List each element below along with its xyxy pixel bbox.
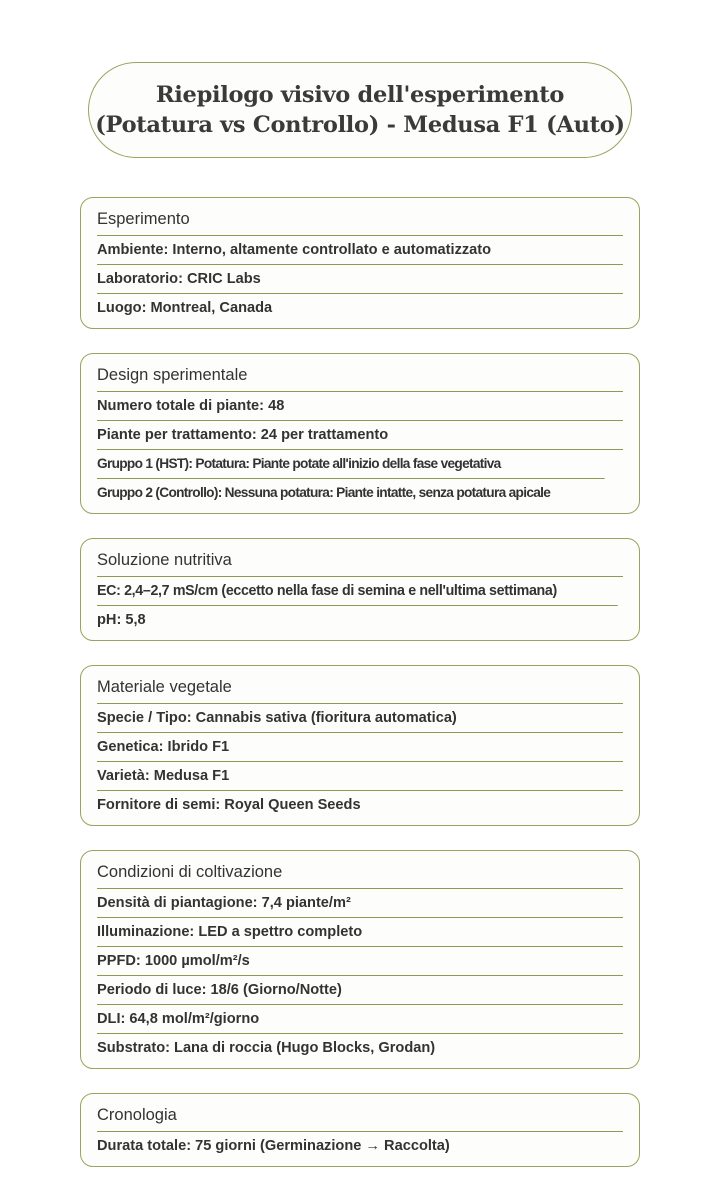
card-row: Varietà: Medusa F1 xyxy=(97,762,623,791)
card-row: Illuminazione: LED a spettro completo xyxy=(97,918,623,947)
card-row: Ambiente: Interno, altamente controllato e automatizzato xyxy=(97,236,623,265)
card-row: PPFD: 1000 µmol/m²/s xyxy=(97,947,623,976)
card-section xyxy=(80,197,640,329)
card-row: Piante per trattamento: 24 per trattamento xyxy=(97,421,623,450)
card-row: EC: 2,4–2,7 mS/cm (eccetto nella fase di semina e nell'ultima settimana) xyxy=(97,577,618,606)
card-row: Genetica: Ibrido F1 xyxy=(97,733,623,762)
card-row: pH: 5,8 xyxy=(97,612,146,628)
card-row: Gruppo 2 (Controllo): Nessuna potatura: Piante intatte, senza potatura apicale xyxy=(97,485,551,501)
page-title-line-2: (Potatura vs Controllo) - Medusa F1 (Auto) xyxy=(95,112,625,138)
page-title-line-1: Riepilogo visivo dell'esperimento xyxy=(155,82,565,108)
card-section xyxy=(80,850,640,1069)
page-title-pill xyxy=(88,62,632,158)
card-header: Design sperimentale xyxy=(97,360,623,392)
card-header: Materiale vegetale xyxy=(97,672,623,704)
card-row: Substrato: Lana di roccia (Hugo Blocks, Grodan) xyxy=(97,1040,436,1056)
card-row: Densità di piantagione: 7,4 piante/m² xyxy=(97,889,623,918)
card-header: Esperimento xyxy=(97,204,623,236)
card-section xyxy=(80,538,640,641)
card-row: Periodo di luce: 18/6 (Giorno/Notte) xyxy=(97,976,623,1005)
card-row: Luogo: Montreal, Canada xyxy=(97,300,273,316)
card-row: Specie / Tipo: Cannabis sativa (fioritura automatica) xyxy=(97,704,623,733)
card-row: Durata totale: 75 giorni (Germinazione → Raccolta) xyxy=(97,1138,450,1154)
card-row: Gruppo 1 (HST): Potatura: Piante potate all'inizio della fase vegetativa xyxy=(97,450,605,479)
card-row: DLI: 64,8 mol/m²/giorno xyxy=(97,1005,623,1034)
card-header: Cronologia xyxy=(97,1100,623,1132)
card-section xyxy=(80,665,640,826)
card-row: Fornitore di semi: Royal Queen Seeds xyxy=(97,797,361,813)
card-section xyxy=(80,353,640,514)
card-list xyxy=(80,197,640,1191)
card-header: Soluzione nutritiva xyxy=(97,545,623,577)
card-row: Numero totale di piante: 48 xyxy=(97,392,623,421)
card-section xyxy=(80,1093,640,1167)
card-row: Laboratorio: CRIC Labs xyxy=(97,265,623,294)
card-header: Condizioni di coltivazione xyxy=(97,857,623,889)
